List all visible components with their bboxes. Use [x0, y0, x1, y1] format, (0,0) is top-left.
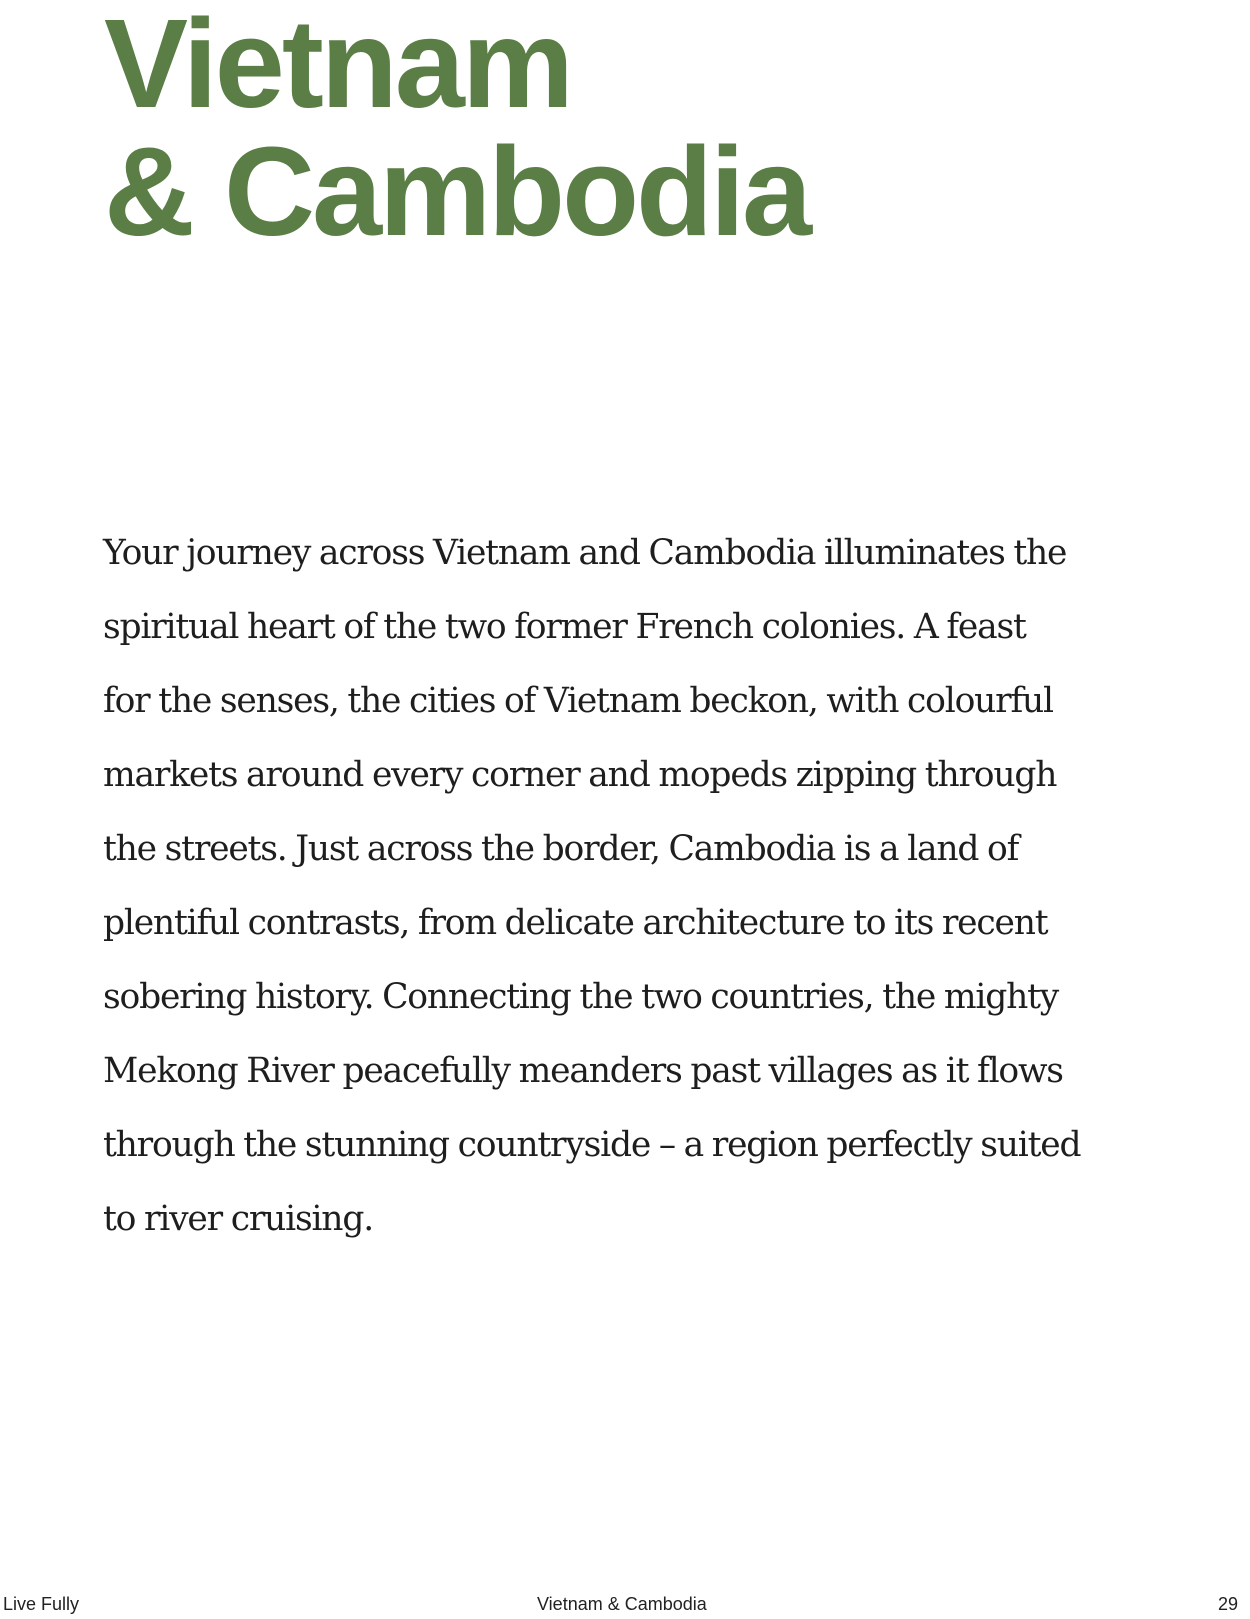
intro-paragraph: [103, 516, 1163, 1256]
footer-section-title: Vietnam & Cambodia: [537, 1594, 707, 1614]
page-title: [104, 0, 810, 262]
page-title-line: & Cambodia: [104, 121, 810, 262]
footer-brand: Live Fully: [3, 1594, 80, 1614]
paragraph-line: sobering history. Connecting the two countries, the mighty: [103, 977, 1059, 1017]
paragraph-line: the streets. Just across the border, Cambodia is a land of: [103, 829, 1019, 869]
paragraph-line: markets around every corner and mopeds zipping through: [103, 755, 1057, 795]
page-number: 29: [1217, 1594, 1238, 1614]
paragraph-line: spiritual heart of the two former French colonies. A feast: [103, 607, 1026, 647]
paragraph-line: Mekong River peacefully meanders past villages as it flows: [103, 1051, 1063, 1091]
paragraph-line: through the stunning countryside – a region perfectly suited: [103, 1125, 1081, 1165]
paragraph-line: Your journey across Vietnam and Cambodia illuminates the: [103, 533, 1067, 573]
page-title-line: Vietnam: [104, 0, 571, 134]
paragraph-line: for the senses, the cities of Vietnam beckon, with colourful: [103, 681, 1053, 721]
paragraph-line: plentiful contrasts, from delicate architecture to its recent: [103, 903, 1048, 943]
paragraph-line: to river cruising.: [103, 1199, 373, 1239]
